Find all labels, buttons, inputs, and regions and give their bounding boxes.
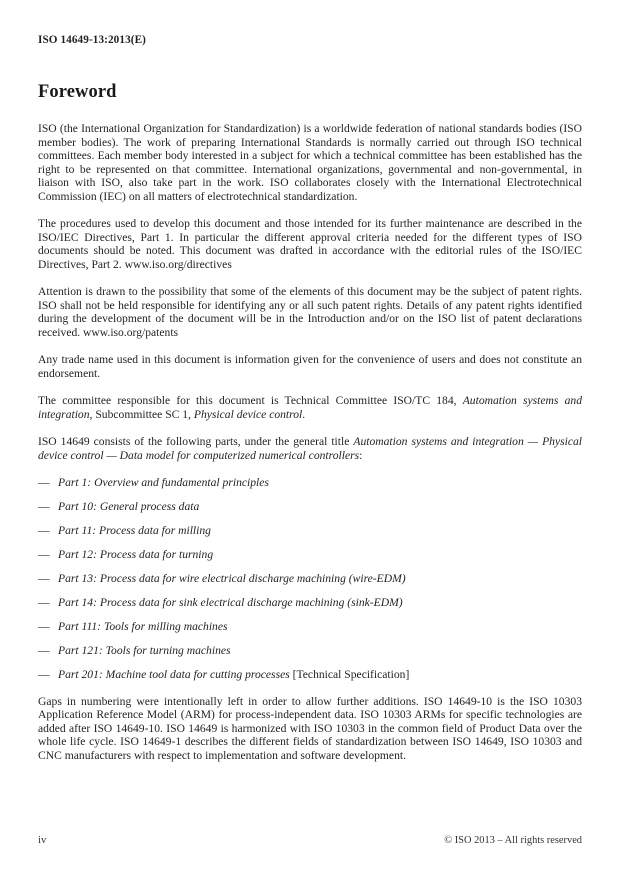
paragraph-trade-name: Any trade name used in this document is information given for the convenience of users and does not constitute an endorsement. xyxy=(38,353,582,380)
list-item xyxy=(38,524,582,538)
em-dash-bullet-icon: — xyxy=(38,476,50,489)
part-suffix: [Technical Specification] xyxy=(289,668,410,681)
em-dash-bullet-icon: — xyxy=(38,620,50,633)
committee-text-b: , Subcommittee SC 1, xyxy=(89,407,194,421)
part-title: Part 12: Process data for turning xyxy=(58,548,214,561)
part-title: Part 13: Process data for wire electrical discharge machining (wire-EDM) xyxy=(58,572,406,585)
paragraph-patent-rights: Attention is drawn to the possibility that some of the elements of this document may be the subject of patent rights. ISO shall not be held responsible for identifying any or all such patent rights. Details of any patent rights identified during the development of the document will be in the Introduction and/or on the ISO list of patent declarations received. www.iso.org/patents xyxy=(38,285,582,339)
committee-text-c: . xyxy=(302,407,306,421)
part-title: Part 111: Tools for milling machines xyxy=(58,620,228,633)
list-item xyxy=(38,548,582,562)
em-dash-bullet-icon: — xyxy=(38,644,50,657)
paragraph-procedures: The procedures used to develop this document and those intended for its further maintenance are described in the ISO/IEC Directives, Part 1. In particular the different approval criteria needed for the different types of ISO documents should be noted. This document was drafted in accordance with the editorial rules of the ISO/IEC Directives, Part 2. www.iso.org/directives xyxy=(38,217,582,271)
part-title: Part 1: Overview and fundamental principles xyxy=(58,476,269,489)
parts-intro-text-a: ISO 14649 consists of the following parts, under the general title xyxy=(38,435,354,448)
list-item xyxy=(38,620,582,634)
subcommittee-title-italic: Physical device control xyxy=(193,407,303,421)
paragraph-iso-definition: ISO (the International Organization for Standardization) is a worldwide federation of national standards bodies (ISO member bodies). The work of preparing International Standards is normally carried out through ISO technical committees. Each member body interested in a subject for which a technical committee has been established has the right to be represented on that committee. International organizations, governmental and non-governmental, in liaison with ISO, also take part in the work. ISO collaborates closely with the International Electrotechnical Commission (IEC) on all matters of electrotechnical standardization. xyxy=(38,122,582,203)
part-title: Part 10: General process data xyxy=(58,500,200,513)
general-title-italic: Automation systems and integration — Physical device control — Data model for computerized numerical controllers xyxy=(38,435,582,462)
em-dash-bullet-icon: — xyxy=(38,500,50,513)
list-item xyxy=(38,500,582,514)
parts-list xyxy=(38,476,582,682)
part-title: Part 201: Machine tool data for cutting processes xyxy=(58,668,290,681)
copyright-notice: © ISO 2013 – All rights reserved xyxy=(444,835,582,846)
paragraph-numbering-gaps: Gaps in numbering were intentionally left in order to allow further additions. ISO 14649-10 is the ISO 10303 Application Reference Model (ARM) for process-independent data. ISO 10303 ARMs for specific technologies are added after ISO 14649-10. ISO 14649 is harmonized with ISO 10303 in the common field of Product Data over the whole life cycle. ISO 14649-1 describes the different fields of standardization between ISO 14649, ISO 10303 and CNC manufacturers with respect to implementation and software development. xyxy=(38,694,582,762)
part-title: Part 121: Tools for turning machines xyxy=(58,644,231,657)
paragraph-committee xyxy=(38,394,582,421)
page-number: iv xyxy=(38,835,47,846)
parts-intro-text-b: : xyxy=(359,448,363,462)
list-item xyxy=(38,476,582,490)
running-head: ISO 14649-13:2013(E) xyxy=(38,34,146,46)
list-item xyxy=(38,596,582,610)
list-item xyxy=(38,572,582,586)
em-dash-bullet-icon: — xyxy=(38,668,50,681)
em-dash-bullet-icon: — xyxy=(38,548,50,561)
committee-title-italic: Automation systems and integration xyxy=(38,394,582,421)
committee-text-a: The committee responsible for this document is Technical Committee ISO/TC 184, xyxy=(38,394,463,407)
list-item xyxy=(38,668,582,682)
paragraph-parts-intro xyxy=(38,435,582,462)
page-title: Foreword xyxy=(38,82,117,102)
em-dash-bullet-icon: — xyxy=(38,524,50,537)
part-title: Part 11: Process data for milling xyxy=(58,524,211,537)
page-content xyxy=(38,82,582,762)
em-dash-bullet-icon: — xyxy=(38,596,50,609)
list-item xyxy=(38,644,582,658)
em-dash-bullet-icon: — xyxy=(38,572,50,585)
page-footer xyxy=(38,835,582,846)
part-title: Part 14: Process data for sink electrical discharge machining (sink-EDM) xyxy=(58,596,403,609)
